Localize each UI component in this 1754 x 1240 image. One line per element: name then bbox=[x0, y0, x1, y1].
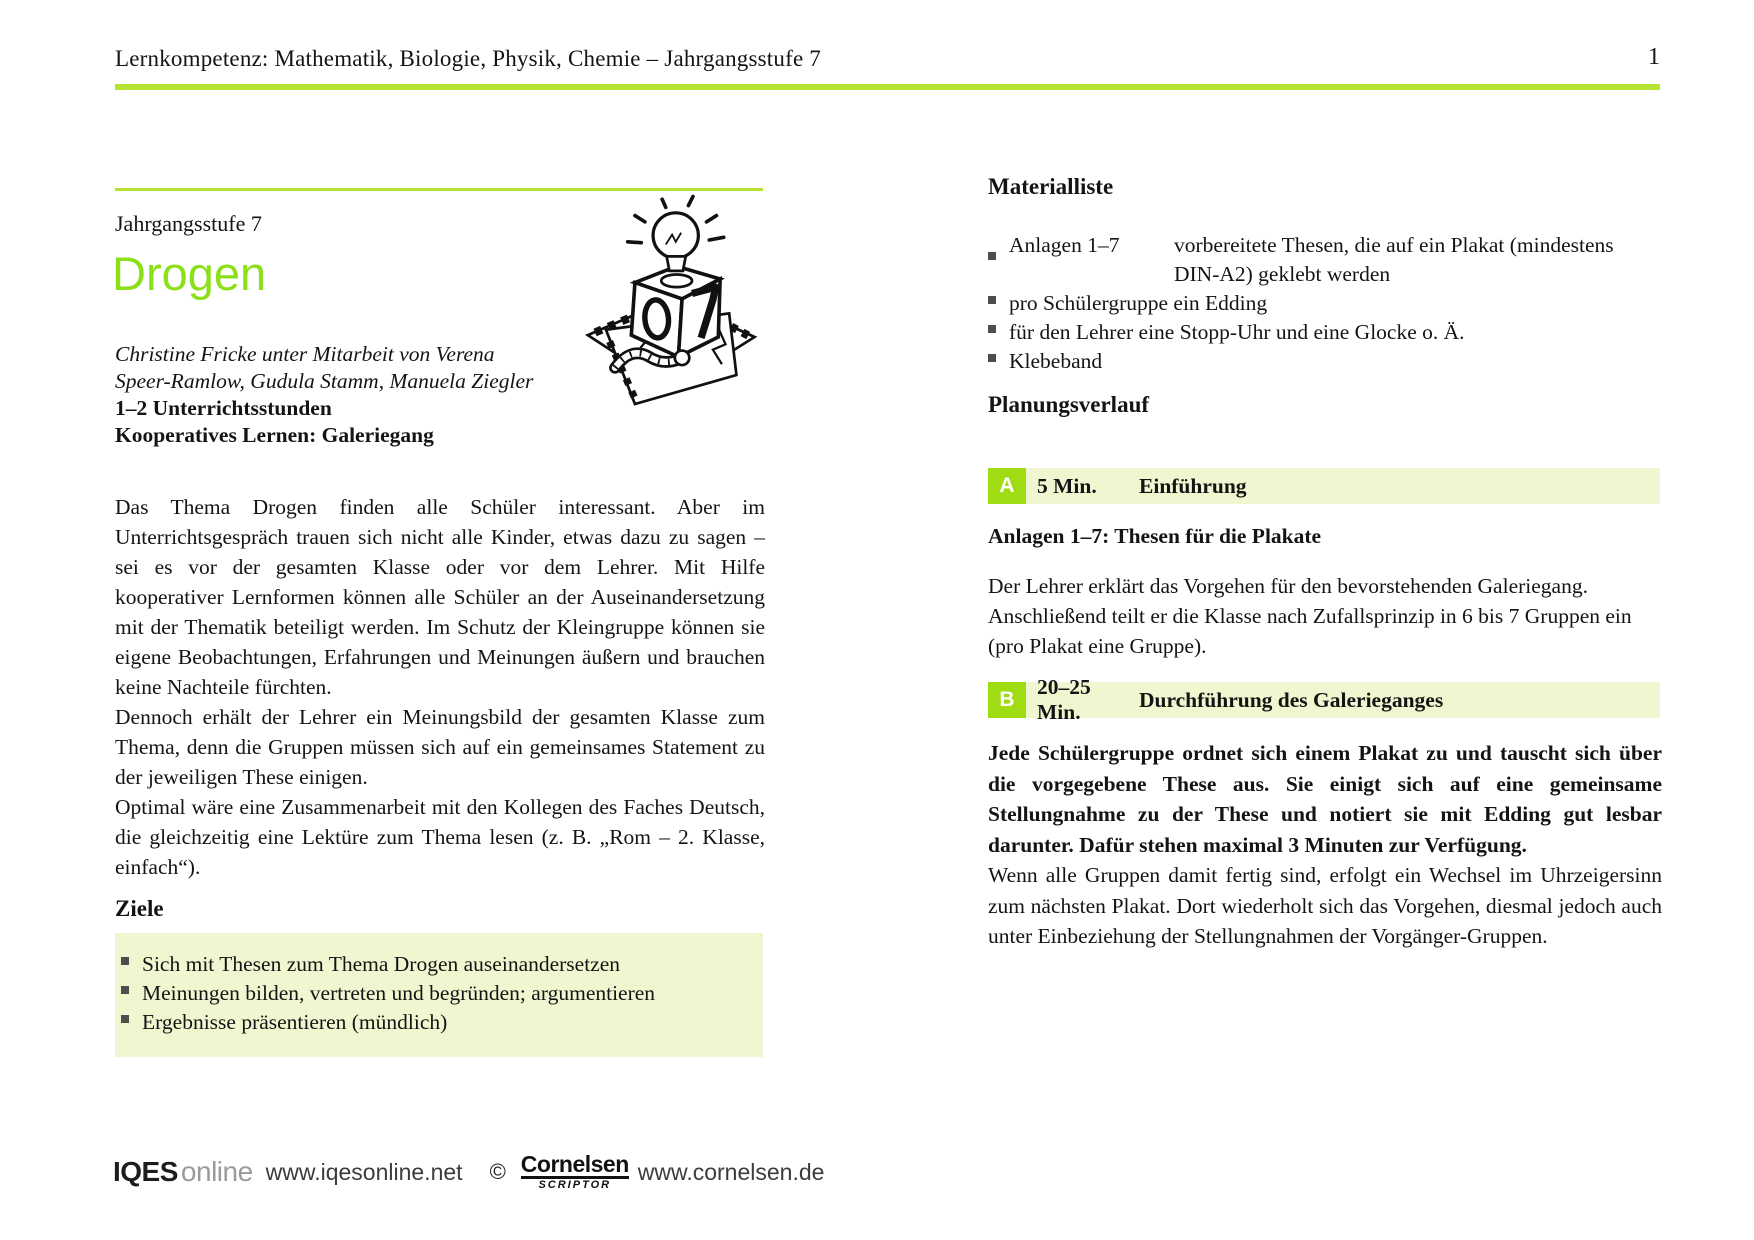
phase-b-bar bbox=[988, 675, 1660, 724]
intro-paragraph-3: Optimal wäre eine Zusammenarbeit mit den Kollegen des Faches Deutsch, die gleichzeitig eine Lektüre zum Thema lesen (z. B. „Rom – 2. Klasse, einfach“). bbox=[115, 795, 765, 879]
intro-paragraph-2: Dennoch erhält der Lehrer ein Meinungsbild der gesamten Klasse zum Thema, denn die Gruppen müssen sich auf ein gemeinsames Statement zu der jeweiligen These einigen. bbox=[115, 705, 765, 789]
iqes-logo-light: online bbox=[180, 1156, 253, 1187]
material-description: vorbereitete Thesen, die auf ein Plakat (mindestens DIN-A2) geklebt werden bbox=[1174, 233, 1614, 286]
material-item bbox=[988, 289, 1662, 318]
materials-list bbox=[988, 231, 1662, 376]
phase-b-badge: B bbox=[988, 682, 1026, 718]
materials-heading: Materialliste bbox=[988, 174, 1114, 199]
phase-a-paragraph: Der Lehrer erklärt das Vorgehen für den bevorstehenden Galeriegang. Anschließend teilt er die Klasse nach Zufallsprinzip in 6 bis 7 Gruppen ein (pro Plakat eine Gruppe). bbox=[988, 574, 1632, 658]
plan-heading: Planungsverlauf bbox=[988, 392, 1150, 417]
intro-text bbox=[115, 492, 765, 882]
cornelsen-scriptor-logo bbox=[520, 1150, 629, 1192]
phase-a-text bbox=[988, 571, 1662, 661]
phase-b-text bbox=[988, 738, 1662, 952]
copyright-symbol: © bbox=[489, 1159, 506, 1184]
square-bullet-icon bbox=[121, 986, 129, 994]
page-number: 1 bbox=[1648, 44, 1660, 70]
iqes-logo-strong: IQES bbox=[113, 1156, 178, 1187]
phase-a-badge: A bbox=[988, 468, 1026, 504]
square-bullet-icon bbox=[988, 252, 996, 260]
square-bullet-icon bbox=[121, 1015, 129, 1023]
square-bullet-icon bbox=[988, 296, 996, 304]
phase-b-paragraph: Wenn alle Gruppen damit fertig sind, erfolgt ein Wechsel im Uhrzeigersinn zum nächsten Plakat. Dort wiederholt sich das Vorgehen, diesmal jedoch auch unter Einbeziehung der Stellungnahmen der Vorgänger-Gruppen. bbox=[988, 863, 1662, 948]
running-header-title: Lernkompetenz: Mathematik, Biologie, Physik, Chemie – Jahrgangsstufe 7 bbox=[115, 46, 822, 71]
goal-text: Ergebnisse präsentieren (mündlich) bbox=[142, 1010, 448, 1034]
goal-item bbox=[121, 1008, 749, 1037]
dice-07-lightbulb-illustration bbox=[582, 192, 764, 414]
iqes-url: www.iqesonline.net bbox=[265, 1158, 463, 1185]
square-bullet-icon bbox=[988, 354, 996, 362]
phase-a-title: Einführung bbox=[1139, 473, 1247, 498]
authors-line-1: Christine Fricke unter Mitarbeit von Verena bbox=[115, 342, 495, 366]
goal-text: Sich mit Thesen zum Thema Drogen auseinandersetzen bbox=[142, 952, 621, 976]
byline-block bbox=[115, 341, 533, 449]
phase-a-bar bbox=[988, 468, 1660, 504]
material-text: pro Schülergruppe ein Edding bbox=[1009, 291, 1268, 315]
goal-text: Meinungen bilden, vertreten und begründen; argumentieren bbox=[142, 981, 656, 1005]
intro-paragraph-1: Das Thema Drogen finden alle Schüler interessant. Aber im Unterrichtsgespräch trauen sich nicht alle Kinder, etwas dazu zu sagen – sei es vor der gesamten Klasse oder vor dem Lehrer. Mit Hilfe kooperativer Lernformen können alle Schüler an der Auseinandersetzung mit der Thematik beteiligt werden. Im Schutz der Kleingruppe können sie eigene Beobachtungen, Erfahrungen und Meinungen äußern und brauchen keine Nachteile fürchten. bbox=[115, 495, 765, 699]
square-bullet-icon bbox=[121, 957, 129, 965]
cornelsen-url: www.cornelsen.de bbox=[637, 1158, 825, 1185]
section-rule bbox=[115, 188, 763, 191]
cornelsen-logo-sub: SCRIPTOR bbox=[538, 1178, 612, 1191]
header-rule bbox=[115, 84, 1660, 90]
material-text: Klebeband bbox=[1009, 349, 1103, 373]
grade-kicker: Jahrgangsstufe 7 bbox=[115, 211, 262, 236]
phase-b-title: Durchführung des Galerieganges bbox=[1139, 687, 1444, 712]
square-bullet-icon bbox=[988, 325, 996, 333]
attachments-note: Anlagen 1–7: Thesen für die Plakate bbox=[988, 524, 1322, 548]
lesson-title: Drogen bbox=[112, 247, 267, 300]
cornelsen-logo-word: Cornelsen bbox=[520, 1150, 629, 1177]
material-item bbox=[988, 347, 1662, 376]
page-footer bbox=[113, 1150, 824, 1194]
phase-a-duration: 5 Min. bbox=[1037, 473, 1097, 498]
goals-heading: Ziele bbox=[115, 896, 164, 921]
material-text: für den Lehrer eine Stopp-Uhr und eine Glocke o. Ä. bbox=[1009, 320, 1465, 344]
phase-b-paragraph-bold: Jede Schülergruppe ordnet sich einem Plakat zu und tauscht sich über die vorgegebene These aus. Sie einigt sich auf eine gemeinsame Stellungnahme zu der These und notiert sie mit Edding gut lesbar darunter. Dafür stehen maximal 3 Minuten zur Verfügung. bbox=[988, 741, 1662, 857]
lesson-duration: 1–2 Unterrichtsstunden bbox=[115, 396, 332, 420]
phase-b-duration: 20–25 Min. bbox=[1037, 675, 1091, 724]
material-term: Anlagen 1–7 bbox=[1009, 233, 1120, 257]
material-item bbox=[988, 318, 1662, 347]
goals-panel bbox=[115, 933, 763, 1057]
iqes-online-logo bbox=[113, 1156, 253, 1188]
goal-item bbox=[121, 950, 749, 979]
lesson-method: Kooperatives Lernen: Galeriegang bbox=[115, 423, 434, 447]
goal-item bbox=[121, 979, 749, 1008]
material-item bbox=[988, 231, 1662, 289]
authors-line-2: Speer-Ramlow, Gudula Stamm, Manuela Ziegler bbox=[115, 369, 534, 393]
